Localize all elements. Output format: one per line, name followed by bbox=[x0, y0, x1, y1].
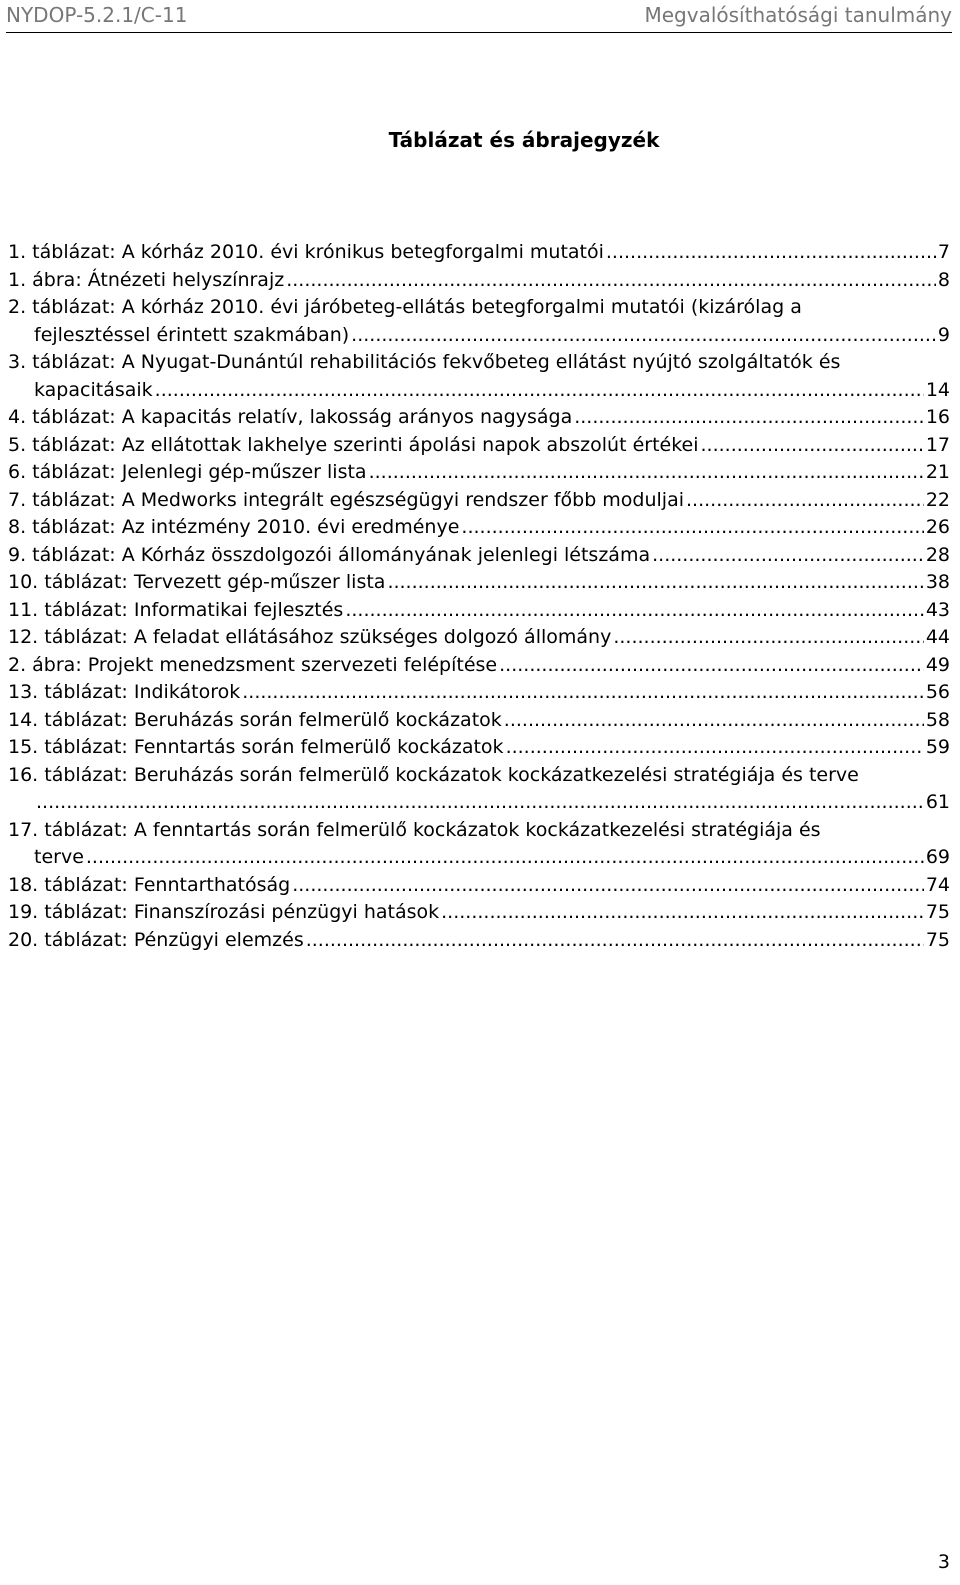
toc-entry-table-11[interactable]: 11. táblázat: Informatikai fejlesztés ..... 43 bbox=[8, 597, 950, 625]
toc-entry-table-1[interactable]: 1. táblázat: A kórház 2010. évi krónikus betegforgalmi mutatói ..... 7 bbox=[8, 239, 950, 267]
toc-entry-table-3[interactable]: 3. táblázat: A Nyugat-Dunántúl rehabilitációs fekvőbeteg ellátást nyújtó szolgáltatók és kapacitásaik ..... 14 bbox=[8, 349, 950, 404]
toc-entry-table-12[interactable]: 12. táblázat: A feladat ellátásához szükséges dolgozó állomány ..... 44 bbox=[8, 624, 950, 652]
page-header bbox=[6, 2, 952, 33]
toc-entry-table-15[interactable]: 15. táblázat: Fenntartás során felmerülő kockázatok ..... 59 bbox=[8, 734, 950, 762]
page-ref: 9 bbox=[937, 323, 950, 346]
page-ref: 44 bbox=[925, 626, 950, 648]
header-document-type: Megvalósíthatósági tanulmány bbox=[644, 3, 952, 27]
page-ref: 75 bbox=[925, 928, 950, 951]
page-ref: 49 bbox=[925, 653, 950, 676]
toc-entry-table-8[interactable]: 8. táblázat: Az intézmény 2010. évi eredménye ..... 26 bbox=[8, 514, 950, 542]
page-ref: 7 bbox=[937, 241, 950, 263]
toc-entry-table-18[interactable]: 18. táblázat: Fenntarthatóság ..... 74 bbox=[8, 872, 950, 900]
toc-entry-figure-1[interactable]: 1. ábra: Átnézeti helyszínrajz ..... 8 bbox=[8, 267, 950, 295]
toc-entry-table-10[interactable]: 10. táblázat: Tervezett gép-műszer lista ..... 38 bbox=[8, 569, 950, 597]
page-title: Táblázat és ábrajegyzék bbox=[388, 128, 660, 152]
page-ref: 21 bbox=[925, 461, 950, 483]
toc-entry-table-19[interactable]: 19. táblázat: Finanszírozási pénzügyi hatások ..... 75 bbox=[8, 899, 950, 927]
page-ref: 43 bbox=[925, 598, 950, 621]
toc-entry-table-4[interactable]: 4. táblázat: A kapacitás relatív, lakosság arányos nagysága ..... 16 bbox=[8, 404, 950, 432]
header-document-id: NYDOP-5.2.1/C-11 bbox=[6, 3, 188, 27]
page-ref: 26 bbox=[925, 516, 950, 538]
page-ref: 17 bbox=[925, 433, 950, 456]
toc-entry-table-6[interactable]: 6. táblázat: Jelenlegi gép-műszer lista ..... 21 bbox=[8, 459, 950, 487]
page-ref: 75 bbox=[925, 901, 950, 923]
page-ref: 61 bbox=[925, 791, 950, 813]
toc-entry-table-5[interactable]: 5. táblázat: Az ellátottak lakhelye szerinti ápolási napok abszolút értékei ..... 17 bbox=[8, 432, 950, 460]
toc-entry-table-13[interactable]: 13. táblázat: Indikátorok ..... 56 bbox=[8, 679, 950, 707]
page-ref: 58 bbox=[925, 708, 950, 731]
page-ref: 38 bbox=[925, 571, 950, 593]
toc-entry-table-2[interactable]: 2. táblázat: A kórház 2010. évi járóbeteg-ellátás betegforgalmi mutatói (kizárólag a fejlesztéssel érintett szakmában) ..... 9 bbox=[8, 294, 950, 349]
toc-entry-table-14[interactable]: 14. táblázat: Beruházás során felmerülő kockázatok ..... 58 bbox=[8, 707, 950, 735]
page-ref: 14 bbox=[925, 378, 950, 401]
toc-entry-table-9[interactable]: 9. táblázat: A Kórház összdolgozói állományának jelenlegi létszáma ..... 28 bbox=[8, 542, 950, 570]
toc-entry-table-20[interactable]: 20. táblázat: Pénzügyi elemzés ..... 75 bbox=[8, 927, 950, 955]
toc-entry-table-7[interactable]: 7. táblázat: A Medworks integrált egészségügyi rendszer főbb moduljai ..... 22 bbox=[8, 487, 950, 515]
page-number: 3 bbox=[937, 1551, 950, 1573]
table-of-figures bbox=[8, 239, 950, 954]
page-ref: 56 bbox=[925, 681, 950, 703]
toc-entry-table-16[interactable]: 16. táblázat: Beruházás során felmerülő kockázatok kockázatkezelési stratégiája és terve ..... 61 bbox=[8, 762, 950, 817]
page-ref: 8 bbox=[937, 268, 950, 291]
page-ref: 59 bbox=[925, 736, 950, 758]
page-ref: 16 bbox=[925, 406, 950, 428]
page-ref: 69 bbox=[925, 846, 950, 868]
page-ref: 22 bbox=[925, 488, 950, 511]
page-ref: 74 bbox=[925, 873, 950, 896]
toc-entry-figure-2[interactable]: 2. ábra: Projekt menedzsment szervezeti felépítése ..... 49 bbox=[8, 652, 950, 680]
toc-entry-table-17[interactable]: 17. táblázat: A fenntartás során felmerülő kockázatok kockázatkezelési stratégiája és terve ..... 69 bbox=[8, 817, 950, 872]
page-ref: 28 bbox=[925, 543, 950, 566]
